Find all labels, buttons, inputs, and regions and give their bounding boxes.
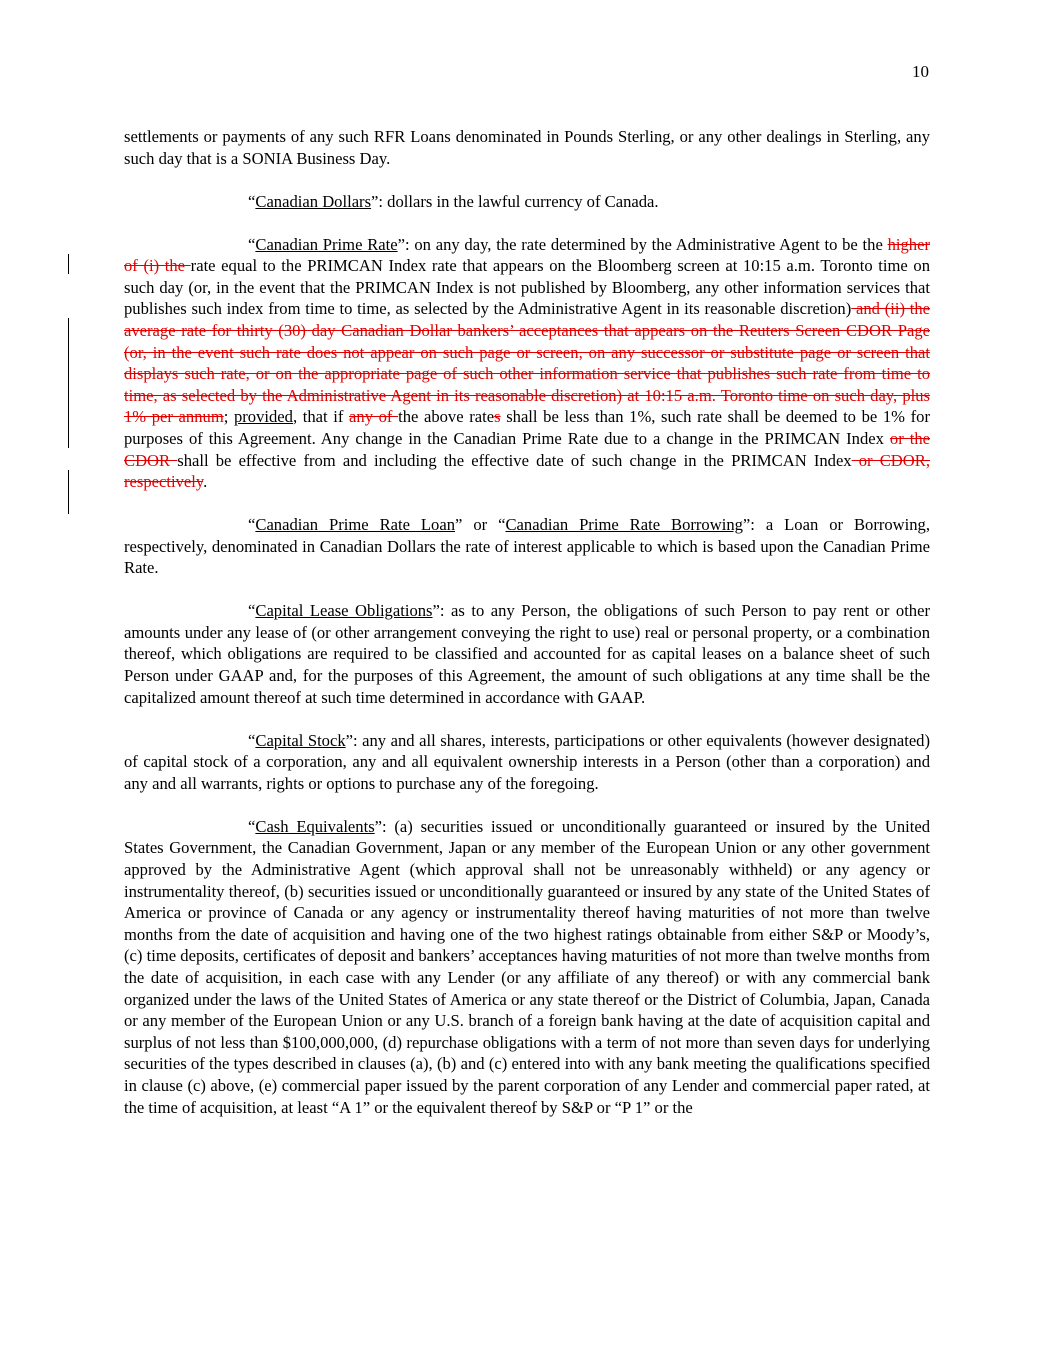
defined-term: Canadian Prime Rate Loan <box>255 515 456 535</box>
change-bar <box>68 254 69 274</box>
paragraph-text: settlements or payments of any such RFR Loans denominated in Pounds Sterling, or any other dealings in Sterling, any such day that is a SONIA Business Day. <box>124 127 930 168</box>
change-bar <box>68 470 69 514</box>
definition-text: . <box>203 472 208 492</box>
defined-term: Canadian Dollars <box>255 191 372 211</box>
definition-canadian-prime-rate <box>124 234 930 493</box>
deleted-text: and (ii) the average rate for thirty (30) day Canadian Dollar bankers’ acceptances that appears on the Reuters Screen CDOR Page (or, in the event such rate does not appear on such page or screen, on any successor or substitute page or screen that displays such rate, or on the appropriate page of such other information service that publishes such rate from time to time, as selected by the Administrative Agent in its reasonable discretion) at 10:15 a.m. Toronto time on such day, plus 1% per annum <box>124 299 931 427</box>
definition-text: the above rate <box>398 407 495 427</box>
page-number: 10 <box>912 62 929 81</box>
document-body <box>124 126 930 1139</box>
definition-text: shall be effective from and including the effective date of such change in the PRIMCAN Index <box>177 450 852 470</box>
provided-term: provided <box>233 407 293 427</box>
deleted-text: higher of (i) the <box>124 234 930 276</box>
definition-text: ; <box>223 407 234 427</box>
definition-text: ”: dollars in the lawful currency of Canada. <box>371 191 659 211</box>
definition-text: ”: any and all shares, interests, participations or other equivalents (however designated) of capital stock of a corporation, any and all equivalent ownership interests in a Person (other than a corporation) and any and all warrants, rights or options to purchase any of the foregoing. <box>124 730 931 793</box>
defined-term: Capital Stock <box>255 730 346 750</box>
definition-text: ”: as to any Person, the obligations of such Person to pay rent or other amounts under any lease of (or other arrangement conveying the right to use) real or personal property, or a combination thereof, which obligations are required to be classified and accounted for as capital leases on a balance sheet of such Person under GAAP and, for the purposes of this Agreement, the amount of such obligations at any time shall be the capitalized amount thereof at such time determined in accordance with GAAP. <box>124 601 930 707</box>
definition-text: , that if <box>292 407 350 427</box>
quote-mark: “ <box>248 234 256 254</box>
definition-cash-equivalents <box>124 816 930 1118</box>
definition-text: ” or “ <box>455 515 506 535</box>
definition-text: rate equal to the PRIMCAN Index rate that appears on the Bloomberg screen at 10:15 a.m. Toronto time on such day (or, in the event that the PRIMCAN Index is not published by Bloomberg, any other information services that publishes such index from time to time, as selected by the Administrative Agent in its reasonable discretion) <box>124 256 930 319</box>
definition-capital-stock <box>124 730 930 795</box>
defined-term: Canadian Prime Rate <box>255 234 398 254</box>
definition-text: shall be less than 1%, such rate shall be deemed to be 1% for purposes of this Agreement. Any change in the Canadian Prime Rate due to a change in the PRIMCAN Index <box>124 407 930 448</box>
quote-mark: “ <box>248 730 256 750</box>
defined-term: Canadian Prime Rate Borrowing <box>505 515 743 535</box>
defined-term: Cash Equivalents <box>255 816 375 836</box>
definition-text: ”: (a) securities issued or unconditionally guaranteed or insured by the United States Government, the Canadian Government, Japan or any member of the European Union or any other government approved by the Administrative Agent (which approval shall not be unreasonably withheld) or any agency or instrumentality thereof, (b) securities issued or unconditionally guaranteed or insured by any state of the United States of America or province of Canada or any agency or instrumentality thereof having maturities of not more than twelve months from the date of acquisition and having one of the two highest ratings obtainable from either S&P or Moody’s, (c) time deposits, certificates of deposit and bankers’ acceptances having maturities of not more than twelve months from the date of acquisition, in each case with any Lender (or any affiliate of any thereof) or with any commercial bank organized under the laws of the United States of America or any state thereof or the District of Columbia, Japan, Canada or any member of the European Union or any U.S. branch of a foreign bank having at the date of acquisition capital and surplus of not less than $100,000,000, (d) repurchase obligations with a term of not more than seven days for underlying securities of the types described in clauses (a), (b) and (c) entered into with any bank meeting the qualifications specified in clause (c) above, (e) commercial paper issued by the parent corporation of any Lender and commercial paper rated, at the time of acquisition, at least “A 1” or the equivalent thereof by S&P or “P 1” or the <box>124 816 930 1117</box>
definition-canadian-prime-rate-loan <box>124 514 930 579</box>
quote-mark: “ <box>248 601 256 621</box>
deleted-text: any of <box>349 407 399 427</box>
quote-mark: “ <box>248 515 256 535</box>
deleted-text: s <box>494 407 501 427</box>
definition-text: ”: on any day, the rate determined by the Administrative Agent to be the <box>397 234 888 254</box>
definition-canadian-dollars <box>124 191 930 213</box>
quote-mark: “ <box>248 191 256 211</box>
quote-mark: “ <box>248 816 256 836</box>
definition-text: ”: a Loan or Borrowing, respectively, denominated in Canadian Dollars the rate of interest applicable to which is based upon the Canadian Prime Rate. <box>124 515 931 578</box>
defined-term: Capital Lease Obligations <box>255 601 433 621</box>
definition-capital-lease-obligations <box>124 600 930 708</box>
deleted-text: or CDOR, respectively <box>124 450 930 492</box>
change-bar <box>68 318 69 448</box>
paragraph-continuation <box>124 126 930 169</box>
deleted-text: or the CDOR <box>124 428 930 470</box>
